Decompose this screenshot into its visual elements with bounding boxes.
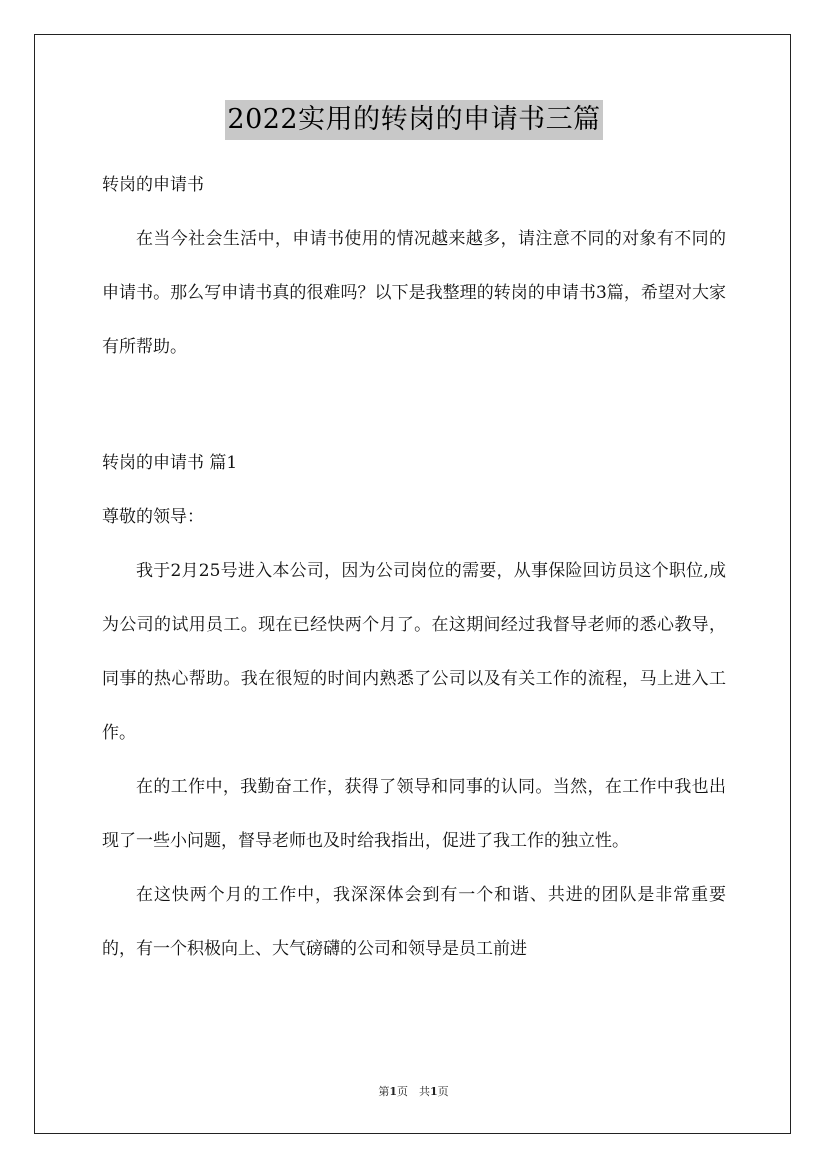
article-heading: 转岗的申请书 篇1 bbox=[102, 453, 238, 473]
footer-suffix: 页 bbox=[437, 1085, 449, 1098]
footer-page-total: 1 bbox=[430, 1085, 438, 1098]
title-row bbox=[102, 100, 726, 144]
footer-mid: 页 共 bbox=[397, 1085, 430, 1098]
footer-prefix: 第 bbox=[378, 1085, 390, 1098]
intro-paragraph: 在当今社会生活中，申请书使用的情况越来越多，请注意不同的对象有不同的申请书。那么写申请书真的很难吗？以下是我整理的转岗的申请书3篇，希望对大家有所帮助。 bbox=[102, 229, 726, 357]
footer-page-current: 1 bbox=[389, 1085, 397, 1098]
body-paragraph-2: 在的工作中，我勤奋工作，获得了领导和同事的认同。当然，在工作中我也出现了一些小问题，督导老师也及时给我指出，促进了我工作的独立性。 bbox=[102, 777, 726, 851]
document-title: 2022实用的转岗的申请书三篇 bbox=[225, 100, 602, 140]
salutation: 尊敬的领导： bbox=[102, 507, 204, 527]
body-paragraph-3: 在这快两个月的工作中，我深深体会到有一个和谐、共进的团队是非常重要的，有一个积极向上、大气磅礴的公司和领导是员工前进 bbox=[102, 885, 726, 959]
body-paragraph-1: 我于2月25号进入本公司，因为公司岗位的需要，从事保险回访员这个职位,成为公司的试用员工。现在已经快两个月了。在这期间经过我督导老师的悉心教导，同事的热心帮助。我在很短的时间内熟悉了公司以及有关工作的流程，马上进入工作。 bbox=[102, 561, 726, 743]
page-footer bbox=[0, 1083, 827, 1099]
section-heading: 转岗的申请书 bbox=[102, 175, 204, 195]
document-body bbox=[102, 100, 726, 976]
